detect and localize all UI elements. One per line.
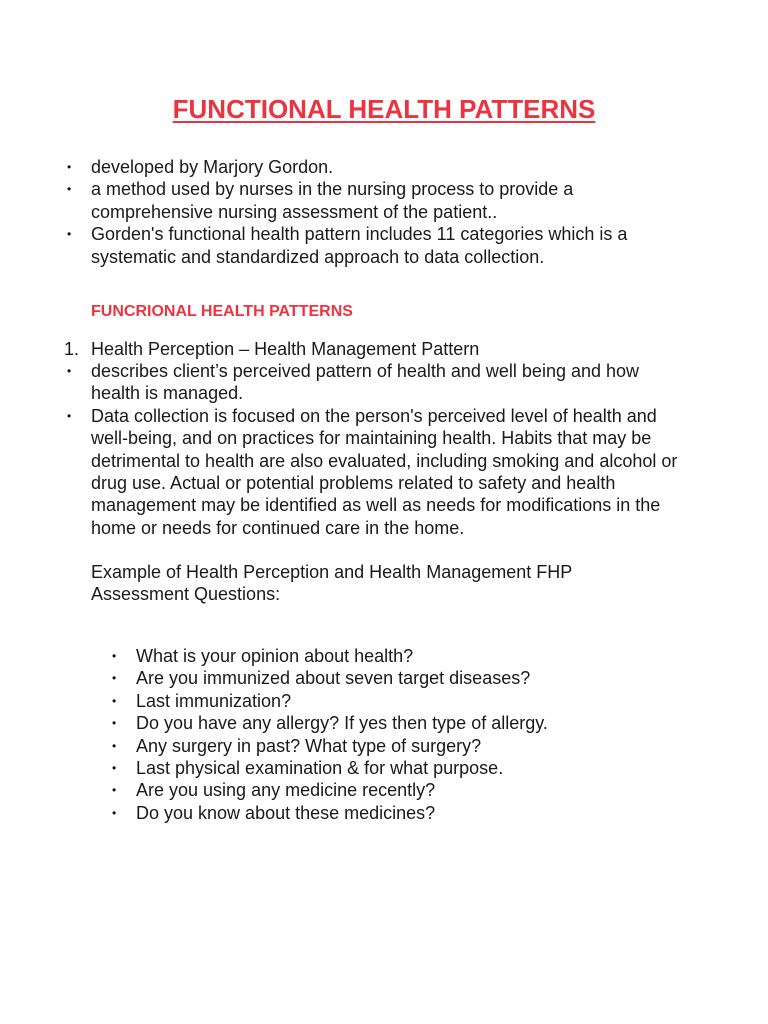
list-item [112,712,696,734]
list-item [67,360,691,405]
page-title: FUNCTIONAL HEALTH PATTERNS [172,94,596,124]
list-item-text: Gorden's functional health pattern includes 11 categories which is a systematic and standardized approach to data collection. [91,224,628,267]
section-number: 1. [64,339,80,359]
bullet-icon: • [112,738,117,753]
list-item [112,690,696,712]
question-text: Last immunization? [136,690,292,711]
question-text: Do you have any allergy? If yes then type of allergy. [136,713,548,734]
list-item-text: a method used by nurses in the nursing process to provide a comprehensive nursing assessment of the patient.. [91,179,574,222]
bullet-icon: • [112,649,117,663]
bullet-icon: • [67,227,72,242]
list-item [112,779,696,801]
section-heading [64,338,480,360]
bullet-icon: • [67,364,72,378]
bullet-icon: • [67,408,72,423]
list-item [112,667,696,689]
question-text: What is your opinion about health? [136,646,414,666]
question-text: Do you know about these medicines? [136,802,436,823]
list-item [67,405,691,539]
list-item [112,757,696,779]
list-item [67,178,691,223]
bullet-icon: • [112,716,117,731]
section-subtitle: FUNCRIONAL HEALTH PATTERNS [91,303,353,320]
bullet-icon: • [112,783,117,798]
intro-bullet-list [67,156,691,268]
list-item [112,735,696,757]
question-text: Are you immunized about seven target diseases? [136,668,531,689]
bullet-icon: • [112,693,117,708]
assessment-questions-list [112,645,696,824]
list-item-text: describes client’s perceived pattern of health and well being and how health is managed. [91,361,640,404]
list-item [67,156,691,178]
list-item [112,645,696,667]
bullet-icon: • [67,182,72,197]
bullet-icon: • [112,805,117,820]
bullet-icon: • [67,160,72,174]
example-intro-paragraph: Example of Health Perception and Health Management FHP Assessment Questions: [91,562,572,605]
list-item [67,223,691,268]
list-item-text: developed by Marjory Gordon. [91,157,334,177]
list-item-text: Data collection is focused on the person's perceived level of health and well-being, and on practices for maintaining health. Habits that may be detrimental to health are also evaluated, including smoking and alcohol or drug use. Actual or potential problems related to safety and health management may be identified as well as needs for modifications in the home or needs for continued care in the home. [91,405,678,538]
bullet-icon: • [112,761,117,776]
section-bullet-list [67,360,691,539]
list-item [112,802,696,824]
section-heading-text: Health Perception – Health Management Pattern [91,339,480,359]
question-text: Are you using any medicine recently? [136,780,436,801]
question-text: Any surgery in past? What type of surgery? [136,735,482,756]
bullet-icon: • [112,671,117,686]
question-text: Last physical examination & for what purpose. [136,758,504,779]
